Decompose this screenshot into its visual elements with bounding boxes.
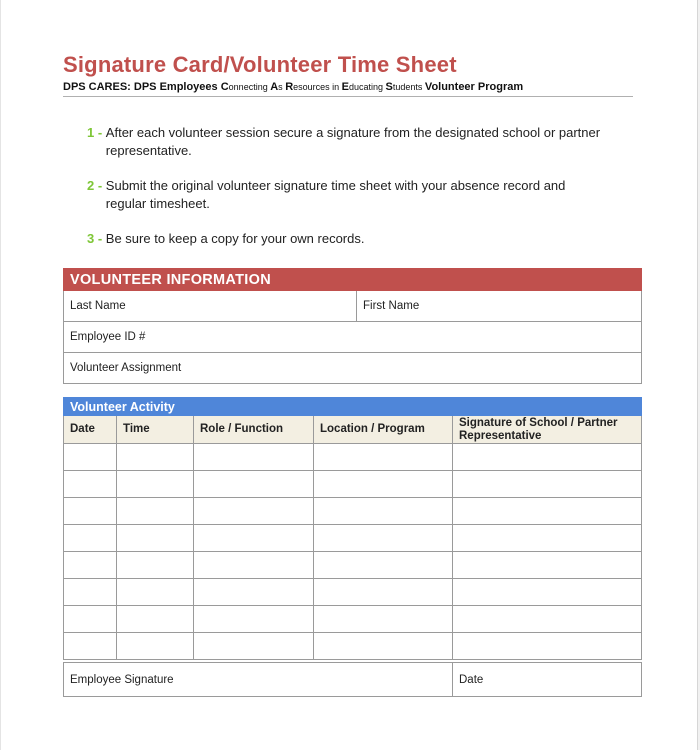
subtitle-segment: s [278,82,286,92]
instruction-item [87,230,607,248]
time-cell[interactable] [117,633,194,660]
role-cell[interactable] [194,552,314,579]
role-cell[interactable] [194,444,314,471]
table-row [64,579,642,606]
time-cell[interactable] [117,525,194,552]
instruction-number: 1 - [87,125,106,140]
column-header-role: Role / Function [194,416,314,444]
subtitle-segment: tudents [392,82,425,92]
instruction-text: Submit the original volunteer signature time sheet with your absence record and regular timesheet. [105,178,566,211]
volunteer-activity-table [63,397,642,660]
instruction-number: 2 - [87,178,106,193]
table-row [64,525,642,552]
role-cell[interactable] [194,606,314,633]
last-name-field[interactable]: Last Name [64,291,357,322]
subtitle-segment: R [285,81,294,93]
role-cell[interactable] [194,579,314,606]
date-cell[interactable] [64,633,117,660]
subtitle-segment: S [385,81,393,93]
time-cell[interactable] [117,471,194,498]
signature-cell[interactable] [453,606,642,633]
document-title: Signature Card/Volunteer Time Sheet [63,52,457,77]
location-cell[interactable] [314,471,453,498]
date-cell[interactable] [64,471,117,498]
date-cell[interactable] [64,498,117,525]
subtitle-segment: onnecting [228,82,271,92]
column-header-date: Date [64,416,117,444]
date-cell[interactable] [64,552,117,579]
signature-cell[interactable] [453,498,642,525]
table-row [64,444,642,471]
date-cell[interactable] [64,579,117,606]
role-cell[interactable] [194,471,314,498]
column-header-signature: Signature of School / Partner Representative [453,416,642,444]
first-name-field[interactable]: First Name [357,291,642,322]
time-cell[interactable] [117,552,194,579]
subtitle-segment: Volunteer Program [424,81,524,93]
location-cell[interactable] [314,579,453,606]
instruction-text: Be sure to keep a copy for your own records. [105,231,365,246]
signature-cell[interactable] [453,525,642,552]
document-subtitle [63,81,633,97]
subtitle-segment: DPS CARES: DPS Employees [63,81,221,93]
signature-cell[interactable] [453,633,642,660]
location-cell[interactable] [314,444,453,471]
time-cell[interactable] [117,444,194,471]
volunteer-information-header: VOLUNTEER INFORMATION [64,269,642,291]
signature-date-field[interactable]: Date [453,663,642,697]
signature-cell[interactable] [453,444,642,471]
subtitle-segment: E [341,81,350,93]
column-header-time: Time [117,416,194,444]
subtitle-segment: esources in [293,82,342,92]
subtitle-segment: C [220,81,229,93]
instructions-list [87,124,607,265]
subtitle-segment: A [270,81,279,93]
instruction-number: 3 - [87,231,106,246]
employee-signature-field[interactable]: Employee Signature [64,663,453,697]
signature-cell[interactable] [453,552,642,579]
role-cell[interactable] [194,525,314,552]
instruction-item [87,124,607,160]
table-row [64,606,642,633]
time-cell[interactable] [117,606,194,633]
location-cell[interactable] [314,633,453,660]
location-cell[interactable] [314,606,453,633]
time-cell[interactable] [117,579,194,606]
instruction-item [87,177,607,213]
role-cell[interactable] [194,498,314,525]
table-row [64,633,642,660]
volunteer-information-table [63,268,642,384]
table-row [64,552,642,579]
role-cell[interactable] [194,633,314,660]
signature-cell[interactable] [453,579,642,606]
table-row [64,498,642,525]
activity-rows [64,444,642,660]
volunteer-activity-header: Volunteer Activity [64,398,642,416]
table-row [64,471,642,498]
location-cell[interactable] [314,498,453,525]
signature-cell[interactable] [453,471,642,498]
instruction-text: After each volunteer session secure a signature from the designated school or partner representative. [105,125,601,158]
employee-id-field[interactable]: Employee ID # [64,322,642,353]
location-cell[interactable] [314,525,453,552]
date-cell[interactable] [64,606,117,633]
column-header-location: Location / Program [314,416,453,444]
date-cell[interactable] [64,525,117,552]
location-cell[interactable] [314,552,453,579]
employee-signature-table [63,662,642,697]
date-cell[interactable] [64,444,117,471]
volunteer-assignment-field[interactable]: Volunteer Assignment [64,353,642,384]
time-cell[interactable] [117,498,194,525]
subtitle-segment: ducating [349,82,386,92]
